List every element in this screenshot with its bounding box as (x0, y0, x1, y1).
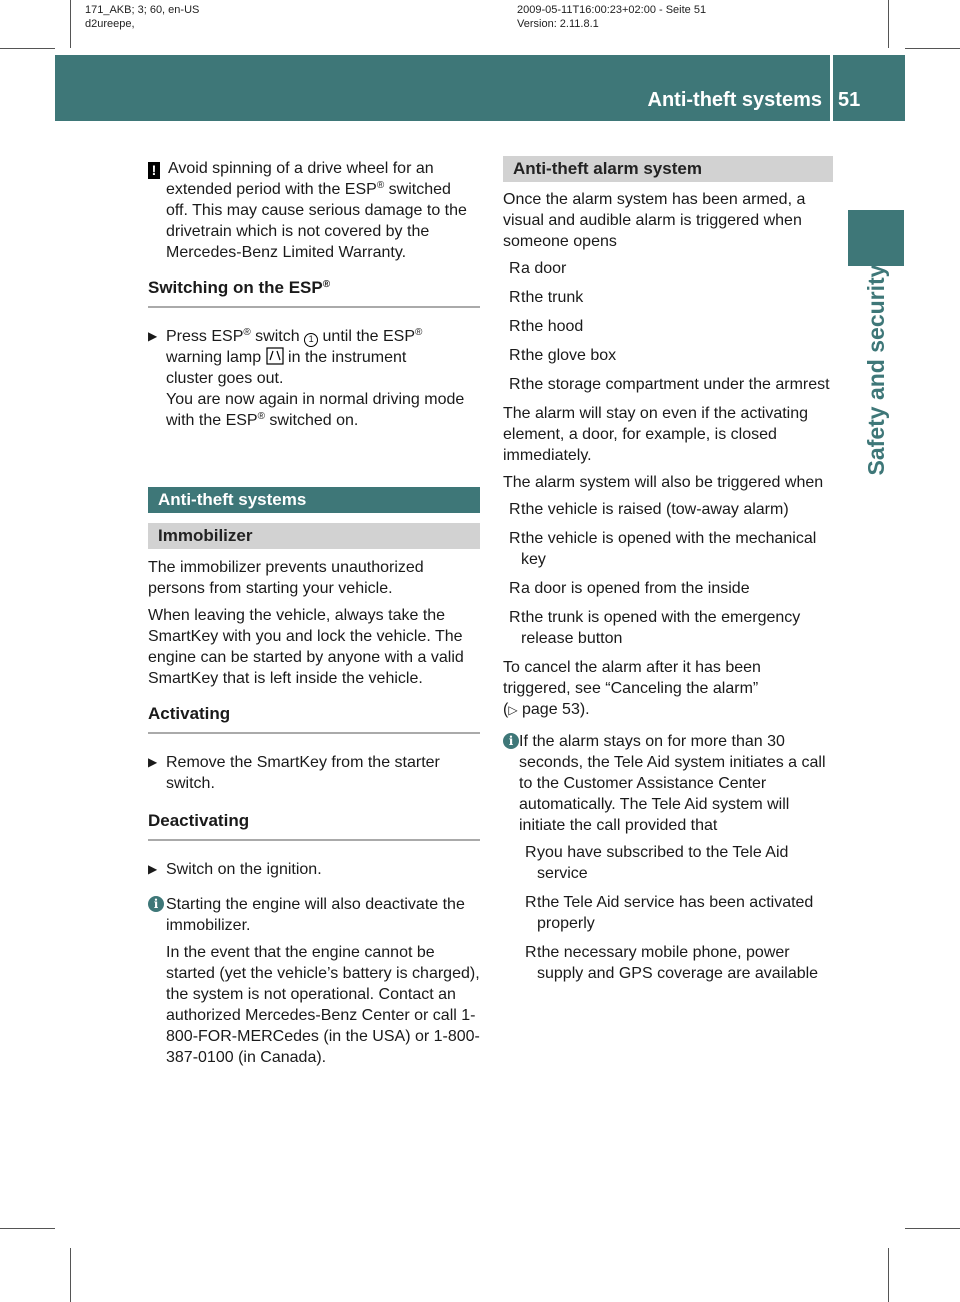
info-list (519, 842, 833, 984)
print-meta-line: Version: 2.11.8.1 (517, 18, 599, 30)
list-item (503, 578, 833, 599)
list-item (503, 287, 833, 308)
crop-mark (70, 1248, 71, 1302)
list-item-text: you have subscribed to the Tele Aid service (537, 844, 789, 882)
list-item-text: a door (521, 260, 567, 277)
step-arrow-icon: ▶ (148, 862, 158, 876)
section-heading-deactivating: Deactivating (148, 810, 480, 841)
list-item (503, 528, 833, 570)
crop-mark (888, 1248, 889, 1302)
crop-mark (0, 48, 55, 49)
list-item-text: the vehicle is raised (tow-away alarm) (521, 501, 789, 518)
warning-text: extended period with the ESP (166, 181, 377, 198)
registered-mark: ® (257, 411, 265, 422)
header-divider (830, 55, 833, 121)
step-text: switched on. (264, 412, 359, 429)
triggered-list (503, 499, 833, 649)
paragraph: Once the alarm system has been armed, a visual and audible alarm is triggered when someone opens (503, 191, 806, 250)
print-meta-right (517, 3, 706, 31)
warning-text: off. This may cause serious damage to the (166, 202, 467, 219)
crop-mark (905, 48, 960, 49)
page-reference-arrow-icon: ▷ (508, 703, 518, 717)
warning-text: Avoid spinning of a drive wheel for an (168, 160, 434, 177)
warning-icon: ! (148, 162, 160, 179)
info-icon: i (148, 896, 164, 912)
bullet-icon: R (509, 318, 521, 335)
step-text: Switch on the ignition. (166, 861, 322, 878)
info-text: In the event that the engine cannot be started (yet the vehicle’s battery is charged), the system is not operational. Contact an authorized Mercedes-Benz Center or call 1-800-FOR-MERCedes (in the USA) or 1-800-387-0100 (in Canada). (166, 944, 480, 1066)
crop-mark (0, 1228, 55, 1229)
list-item-text: the trunk is opened with the emergency release button (521, 609, 801, 647)
registered-mark: ® (322, 279, 331, 290)
step-text: switch (250, 328, 305, 345)
list-item-text: the vehicle is opened with the mechanical key (521, 530, 817, 568)
crop-mark (905, 1228, 960, 1229)
step-arrow-icon: ▶ (148, 755, 158, 769)
section-banner: Anti-theft systems (148, 487, 480, 513)
instruction-step (148, 326, 480, 431)
opens-list (503, 258, 833, 395)
step-text: in the instrument (283, 349, 407, 366)
bullet-icon: R (525, 844, 537, 861)
paragraph-line: To cancel the alarm after it has been (503, 659, 761, 676)
warning-text: Mercedes-Benz Limited Warranty. (166, 244, 407, 261)
cross-reference (503, 657, 833, 721)
step-text: with the ESP (166, 412, 258, 429)
warning-text: drivetrain which is not covered by the (166, 223, 430, 240)
list-item (503, 316, 833, 337)
left-column (148, 158, 480, 1068)
list-item-text: the Tele Aid service has been activated properly (537, 894, 814, 932)
bullet-icon: R (525, 894, 537, 911)
info-icon: i (503, 733, 519, 749)
step-text: until the ESP (318, 328, 416, 345)
page-reference-link[interactable]: page 53). (517, 701, 590, 718)
print-meta-line: 2009-05-11T16:00:23+02:00 - Seite 51 (517, 4, 707, 16)
bullet-icon: R (509, 530, 521, 547)
esp-warning-lamp-icon (266, 347, 284, 365)
bullet-icon: R (509, 289, 521, 306)
paragraph-line: ( (503, 701, 509, 718)
step-text: cluster goes out. (166, 370, 284, 387)
list-item (503, 258, 833, 279)
print-meta-line: 171_AKB; 3; 60, en-US (85, 4, 200, 16)
step-text: warning lamp (166, 349, 266, 366)
registered-mark: ® (415, 327, 423, 338)
page-number: 51 (838, 89, 861, 111)
list-item (519, 842, 833, 884)
list-item-text: the trunk (521, 289, 584, 306)
list-item (519, 942, 833, 984)
bullet-icon: R (509, 347, 521, 364)
bullet-icon: R (509, 609, 521, 626)
page-title: Anti-theft systems (647, 89, 822, 111)
paragraph: The immobilizer prevents unauthorized persons from starting your vehicle. (148, 559, 424, 597)
list-item (503, 607, 833, 649)
crop-mark (70, 0, 71, 48)
heading-text: Switching on the ESP (148, 278, 323, 297)
list-item (503, 345, 833, 366)
section-label: Safety and security (863, 264, 889, 476)
bullet-icon: R (509, 376, 521, 393)
warning-note (148, 158, 480, 263)
step-arrow-icon: ▶ (148, 329, 158, 343)
info-note (148, 894, 480, 1068)
paragraph: When leaving the vehicle, always take the SmartKey with you and lock the vehicle. The engine can be started by anyone with a valid SmartKey that is left inside the vehicle. (148, 607, 464, 687)
step-text: Press ESP (166, 328, 244, 345)
instruction-step (148, 859, 480, 880)
list-item-text: the necessary mobile phone, power supply and GPS coverage are available (537, 944, 819, 982)
print-meta-left (85, 3, 199, 31)
bullet-icon: R (509, 260, 521, 277)
list-item (503, 499, 833, 520)
section-heading-activating: Activating (148, 703, 480, 734)
subsection-banner: Immobilizer (148, 523, 480, 549)
right-column (503, 156, 833, 992)
registered-mark: ® (376, 180, 385, 191)
info-text: If the alarm stays on for more than 30 seconds, the Tele Aid system initiates a call to the Customer Assistance Center automatically. The Tele Aid system will initiate the call provided that (519, 733, 826, 834)
subsection-banner: Anti-theft alarm system (503, 156, 833, 182)
step-text: You are now again in normal driving mode (166, 391, 465, 408)
list-item-text: the storage compartment under the armrest (521, 376, 830, 393)
list-item-text: the glove box (521, 347, 617, 364)
paragraph: The alarm system will also be triggered when (503, 474, 824, 491)
warning-text: switched (384, 181, 451, 198)
instruction-step (148, 752, 480, 794)
bullet-icon: R (509, 501, 521, 518)
list-item-text: the hood (521, 318, 584, 335)
paragraph: The alarm will stay on even if the activating element, a door, for example, is closed immediately. (503, 405, 809, 464)
paragraph-line: triggered, see “Canceling the alarm” (503, 680, 759, 697)
info-note (503, 731, 833, 984)
crop-mark (888, 0, 889, 48)
callout-1-icon: 1 (304, 333, 318, 347)
bullet-icon: R (525, 944, 537, 961)
list-item (503, 374, 833, 395)
bullet-icon: R (509, 580, 521, 597)
info-text: Starting the engine will also deactivate the immobilizer. (166, 896, 465, 934)
registered-mark: ® (243, 327, 251, 338)
section-heading-switching (148, 277, 480, 308)
print-meta-line: d2ureepe, (85, 18, 135, 30)
step-text: Remove the SmartKey from the starter switch. (166, 754, 440, 792)
list-item (519, 892, 833, 934)
list-item-text: a door is opened from the inside (521, 580, 750, 597)
section-tab (848, 210, 904, 266)
